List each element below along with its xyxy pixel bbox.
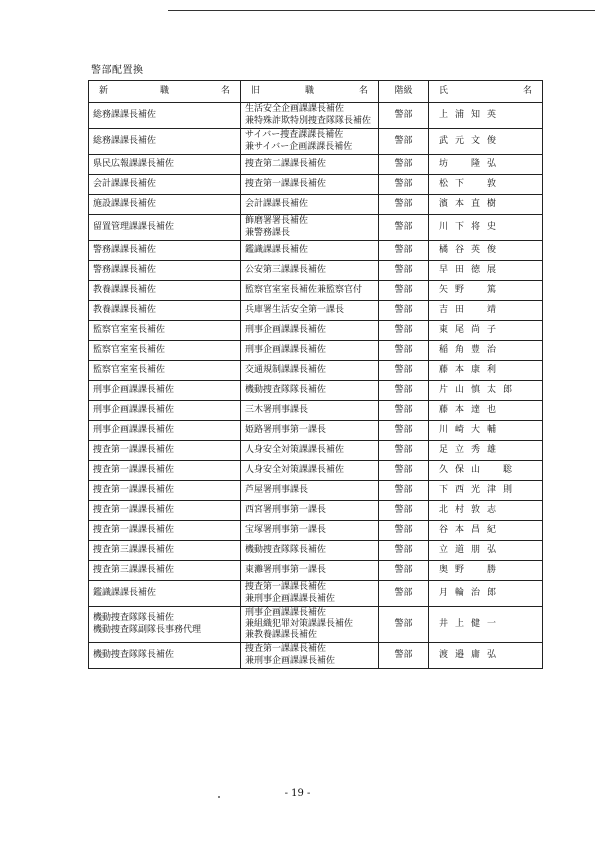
new-post-cell-line: 監察官室室長補佐 [93, 344, 166, 355]
name-cell [429, 501, 543, 521]
new-post-cell-line: 捜査第三課課長補佐 [93, 564, 175, 575]
rank-cell: 警部 [379, 581, 429, 607]
old-post-cell-line: 兼刑事企画課課長補佐 [245, 655, 336, 666]
old-post-cell [241, 461, 379, 481]
new-post-cell [89, 581, 241, 607]
new-post-cell-line: 監察官室室長補佐 [93, 324, 166, 335]
name-cell [429, 129, 543, 155]
old-post-cell [241, 103, 379, 129]
new-post-cell-line: 捜査第一課課長補佐 [93, 444, 175, 455]
old-post-cell-line: 姫路署刑事第一課長 [245, 424, 327, 435]
new-post-cell-line: 鑑識課課長補佐 [93, 587, 157, 598]
new-post-cell-line: 捜査第一課課長補佐 [93, 464, 175, 475]
new-post-cell [89, 607, 241, 643]
old-post-cell-line: 兼教養課課長補佐 [245, 630, 318, 641]
new-post-cell [89, 261, 241, 281]
old-post-cell [241, 643, 379, 669]
header-new-post-char: 職 [159, 85, 169, 96]
header-name-char: 名 [522, 85, 532, 96]
person-name: 坊 隆弘 [439, 158, 504, 169]
new-post-cell [89, 381, 241, 401]
rank-cell: 警部 [379, 361, 429, 381]
name-cell [429, 155, 543, 175]
table-row [89, 215, 543, 241]
new-post-cell-line: 総務課課長補佐 [93, 135, 157, 146]
old-post-cell-line: 人身安全対策課課長補佐 [245, 464, 345, 475]
name-cell [429, 561, 543, 581]
table-row [89, 155, 543, 175]
old-post-cell-line: 監察官室室長補佐兼監察官付 [245, 284, 363, 295]
new-post-cell [89, 321, 241, 341]
new-post-cell-line: 捜査第一課課長補佐 [93, 504, 175, 515]
old-post-cell-line: 捜査第一課課長補佐 [245, 644, 327, 655]
section-title: 警部配置換 [91, 65, 144, 76]
header-name-char: 氏 [439, 85, 449, 96]
old-post-cell [241, 341, 379, 361]
old-post-cell [241, 361, 379, 381]
header-old-post-char: 職 [304, 85, 314, 96]
person-name: 奥野 勝 [439, 564, 504, 575]
rank-cell: 警部 [379, 401, 429, 421]
old-post-cell-line: 捜査第一課課長補佐 [245, 582, 327, 593]
old-post-cell [241, 421, 379, 441]
header-new-post-char: 名 [220, 85, 230, 96]
person-name: 川下将史 [439, 221, 504, 232]
rank-cell: 警部 [379, 215, 429, 241]
old-post-cell-line: 兼組織犯罪対策課課長補佐 [245, 618, 354, 629]
person-name: 渡邉庸弘 [439, 649, 504, 660]
old-post-cell-line: 宝塚署刑事第一課長 [245, 524, 327, 535]
rank-cell: 警部 [379, 175, 429, 195]
table-row [89, 321, 543, 341]
new-post-cell [89, 281, 241, 301]
header-name [429, 81, 543, 103]
old-post-cell [241, 401, 379, 421]
table-header-row [89, 81, 543, 103]
old-post-cell-line: 兼サイバー企画課課長補佐 [245, 141, 353, 152]
rank-cell: 警部 [379, 561, 429, 581]
old-post-cell [241, 261, 379, 281]
rank-cell: 警部 [379, 301, 429, 321]
person-name: 足立秀雄 [439, 444, 504, 455]
rank-cell: 警部 [379, 461, 429, 481]
name-cell [429, 361, 543, 381]
rank-cell: 警部 [379, 541, 429, 561]
table-row [89, 261, 543, 281]
new-post-cell [89, 501, 241, 521]
rank-cell: 警部 [379, 129, 429, 155]
table-body [89, 103, 543, 669]
table-row [89, 281, 543, 301]
name-cell [429, 215, 543, 241]
new-post-cell-line: 施設課課長補佐 [93, 198, 157, 209]
new-post-cell [89, 481, 241, 501]
new-post-cell-line: 刑事企画課課長補佐 [93, 404, 175, 415]
table-row [89, 381, 543, 401]
person-name: 藤本達也 [439, 404, 504, 415]
old-post-cell-line: 飾磨署署長補佐 [245, 216, 309, 227]
old-post-cell [241, 281, 379, 301]
table-row [89, 301, 543, 321]
name-cell [429, 241, 543, 261]
new-post-cell [89, 561, 241, 581]
rank-cell: 警部 [379, 281, 429, 301]
header-new-post-char: 新 [99, 85, 109, 96]
person-name: 久保山 聡 [439, 464, 520, 475]
rank-cell: 警部 [379, 155, 429, 175]
new-post-cell [89, 361, 241, 381]
table-row [89, 541, 543, 561]
personnel-table [88, 80, 543, 669]
new-post-cell-line: 教養課課長補佐 [93, 284, 157, 295]
rank-cell: 警部 [379, 481, 429, 501]
person-name: 松下 敦 [439, 178, 504, 189]
person-name: 上浦知英 [439, 109, 504, 120]
old-post-cell [241, 581, 379, 607]
old-post-cell [241, 521, 379, 541]
header-old-post-char: 旧 [251, 85, 261, 96]
new-post-cell [89, 241, 241, 261]
name-cell [429, 607, 543, 643]
person-name: 橘谷英俊 [439, 244, 504, 255]
old-post-cell [241, 481, 379, 501]
old-post-cell-line: 兼警務課長 [245, 227, 291, 238]
old-post-cell-line: 刑事企画課課長補佐 [245, 344, 327, 355]
table-row [89, 129, 543, 155]
table-row [89, 361, 543, 381]
old-post-cell-line: 刑事企画課課長補佐 [245, 324, 327, 335]
new-post-cell [89, 541, 241, 561]
person-name: 吉田 靖 [439, 304, 504, 315]
name-cell [429, 541, 543, 561]
new-post-cell-line: 刑事企画課課長補佐 [93, 384, 175, 395]
header-old-post-char: 名 [358, 85, 368, 96]
table-row [89, 195, 543, 215]
old-post-cell-line: 公安第三課課長補佐 [245, 264, 327, 275]
person-name: 矢野 篤 [439, 284, 504, 295]
old-post-cell-line: 刑事企画課課長補佐 [245, 607, 327, 618]
rank-cell: 警部 [379, 501, 429, 521]
person-name: 稲角豊治 [439, 344, 504, 355]
new-post-cell-line: 捜査第一課課長補佐 [93, 524, 175, 535]
name-cell [429, 175, 543, 195]
person-name: 片山慎太郎 [439, 384, 520, 395]
new-post-cell-line: 捜査第一課課長補佐 [93, 484, 175, 495]
old-post-cell-line: 捜査第二課課長補佐 [245, 158, 327, 169]
new-post-cell-line: 捜査第三課課長補佐 [93, 544, 175, 555]
old-post-cell-line: 兼刑事企画課課長補佐 [245, 593, 336, 604]
name-cell [429, 301, 543, 321]
table-row [89, 643, 543, 669]
rank-cell: 警部 [379, 195, 429, 215]
person-name: 谷本昌紀 [439, 524, 504, 535]
new-post-cell-line: 警務課課長補佐 [93, 264, 157, 275]
rank-cell: 警部 [379, 381, 429, 401]
old-post-cell-line: 交通規制課課長補佐 [245, 364, 327, 375]
old-post-cell-line: 西宮署刑事第一課長 [245, 504, 327, 515]
rank-cell: 警部 [379, 103, 429, 129]
old-post-cell [241, 155, 379, 175]
person-name: 東尾尚子 [439, 324, 504, 335]
name-cell [429, 401, 543, 421]
rank-cell: 警部 [379, 421, 429, 441]
table-row [89, 521, 543, 541]
table-row [89, 441, 543, 461]
new-post-cell-line: 警務課課長補佐 [93, 244, 157, 255]
name-cell [429, 381, 543, 401]
old-post-cell [241, 381, 379, 401]
table-row [89, 481, 543, 501]
table-row [89, 103, 543, 129]
person-name: 武元文俊 [439, 135, 504, 146]
new-post-cell-line: 機動捜査隊副隊長事務代理 [93, 624, 202, 635]
new-post-cell-line: 総務課課長補佐 [93, 109, 157, 120]
new-post-cell [89, 175, 241, 195]
name-cell [429, 441, 543, 461]
new-post-cell [89, 103, 241, 129]
new-post-cell-line: 県民広報課課長補佐 [93, 158, 175, 169]
new-post-cell-line: 機動捜査隊隊長補佐 [93, 649, 175, 660]
rank-cell: 警部 [379, 261, 429, 281]
rank-cell: 警部 [379, 241, 429, 261]
new-post-cell-line: 留置管理課課長補佐 [93, 221, 175, 232]
table-row [89, 581, 543, 607]
old-post-cell [241, 607, 379, 643]
name-cell [429, 481, 543, 501]
old-post-cell-line: サイバー捜査課課長補佐 [245, 130, 344, 141]
header-new-post [89, 81, 241, 103]
name-cell [429, 581, 543, 607]
old-post-cell [241, 501, 379, 521]
new-post-cell [89, 401, 241, 421]
old-post-cell [241, 561, 379, 581]
old-post-cell-line: 会計課課長補佐 [245, 198, 309, 209]
name-cell [429, 521, 543, 541]
person-name: 井上健一 [439, 618, 504, 629]
rank-cell: 警部 [379, 521, 429, 541]
old-post-cell [241, 541, 379, 561]
new-post-cell [89, 421, 241, 441]
table-row [89, 341, 543, 361]
old-post-cell-line: 機動捜査隊隊長補佐 [245, 384, 327, 395]
new-post-cell-line: 会計課課長補佐 [93, 178, 157, 189]
person-name: 月輪治郎 [439, 587, 504, 598]
table-row [89, 461, 543, 481]
name-cell [429, 195, 543, 215]
new-post-cell-line: 機動捜査隊隊長補佐 [93, 613, 175, 624]
person-name: 立道朋弘 [439, 544, 504, 555]
name-cell [429, 421, 543, 441]
new-post-cell [89, 643, 241, 669]
header-rank: 階級 [379, 81, 429, 103]
rank-cell: 警部 [379, 607, 429, 643]
old-post-cell-line: 人身安全対策課課長補佐 [245, 444, 345, 455]
table-row [89, 401, 543, 421]
top-rule [168, 10, 595, 11]
name-cell [429, 281, 543, 301]
new-post-cell [89, 215, 241, 241]
rank-cell: 警部 [379, 441, 429, 461]
old-post-cell [241, 321, 379, 341]
new-post-cell [89, 521, 241, 541]
old-post-cell-line: 兵庫署生活安全第一課長 [245, 304, 345, 315]
name-cell [429, 321, 543, 341]
rank-cell: 警部 [379, 321, 429, 341]
old-post-cell-line: 機動捜査隊隊長補佐 [245, 544, 327, 555]
person-name: 川崎大輔 [439, 424, 504, 435]
person-name: 藤本康利 [439, 364, 504, 375]
table-row [89, 421, 543, 441]
old-post-cell-line: 芦屋署刑事課長 [245, 484, 309, 495]
old-post-cell-line: 三木署刑事課長 [245, 404, 309, 415]
name-cell [429, 341, 543, 361]
new-post-cell [89, 441, 241, 461]
new-post-cell-line: 刑事企画課課長補佐 [93, 424, 175, 435]
table-row [89, 561, 543, 581]
old-post-cell-line: 東灘署刑事第一課長 [245, 564, 327, 575]
new-post-cell [89, 341, 241, 361]
name-cell [429, 461, 543, 481]
person-name: 下西光津則 [439, 484, 520, 495]
rank-cell: 警部 [379, 341, 429, 361]
person-name: 北村敦志 [439, 504, 504, 515]
old-post-cell [241, 195, 379, 215]
old-post-cell [241, 215, 379, 241]
old-post-cell [241, 241, 379, 261]
old-post-cell-line: 鑑識課課長補佐 [245, 244, 309, 255]
old-post-cell [241, 129, 379, 155]
page-number: - 19 - [284, 788, 311, 799]
new-post-cell [89, 195, 241, 215]
person-name: 濱本直樹 [439, 198, 504, 209]
old-post-cell [241, 175, 379, 195]
header-old-post [241, 81, 379, 103]
rank-cell: 警部 [379, 643, 429, 669]
person-name: 早田徳展 [439, 264, 504, 275]
old-post-cell-line: 兼特殊詐欺特別捜査隊隊長補佐 [245, 115, 372, 126]
old-post-cell [241, 441, 379, 461]
name-cell [429, 643, 543, 669]
old-post-cell-line: 捜査第一課課長補佐 [245, 178, 327, 189]
name-cell [429, 103, 543, 129]
table-row [89, 501, 543, 521]
new-post-cell [89, 129, 241, 155]
new-post-cell-line: 教養課課長補佐 [93, 304, 157, 315]
table-row [89, 607, 543, 643]
name-cell [429, 261, 543, 281]
new-post-cell [89, 461, 241, 481]
table-row [89, 241, 543, 261]
table-row [89, 175, 543, 195]
new-post-cell [89, 301, 241, 321]
old-post-cell-line: 生活安全企画課課長補佐 [245, 104, 345, 115]
old-post-cell [241, 301, 379, 321]
new-post-cell [89, 155, 241, 175]
new-post-cell-line: 監察官室室長補佐 [93, 364, 166, 375]
